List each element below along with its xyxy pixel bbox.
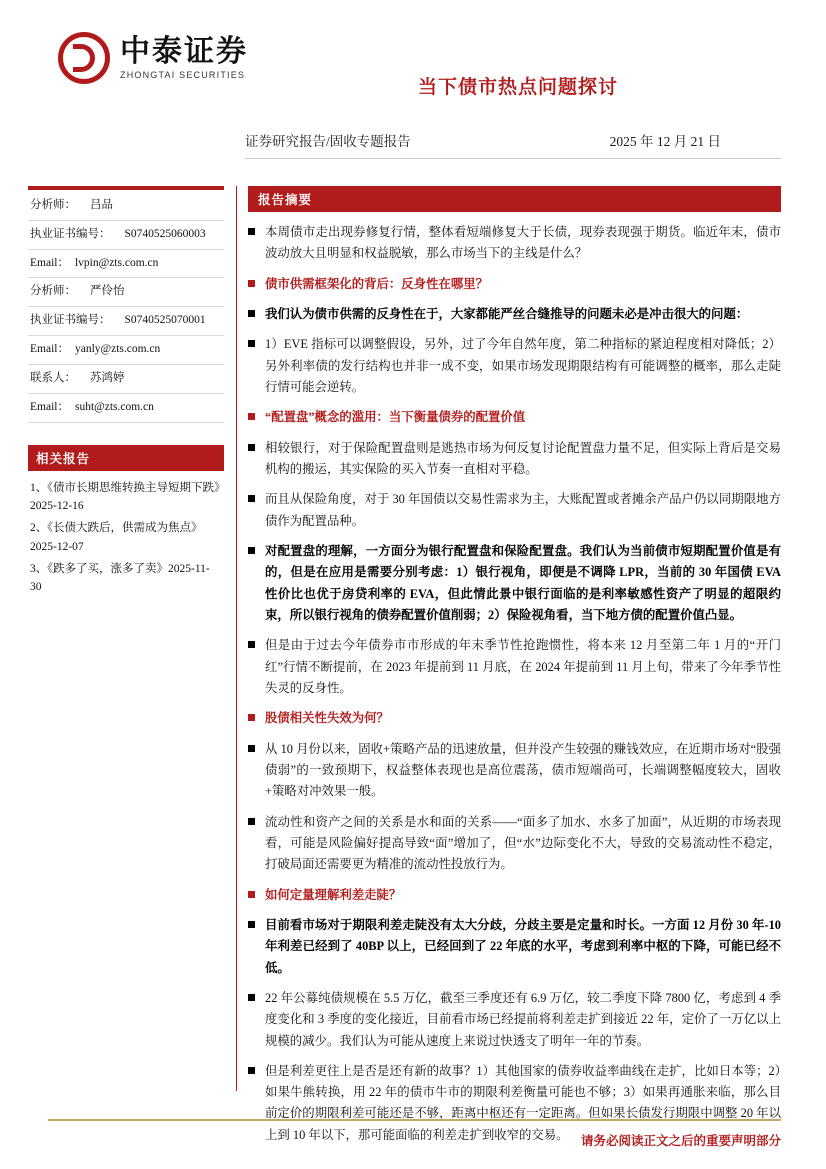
abstract-heading: 报告摘要	[248, 186, 781, 212]
bullet-text: 1）EVE 指标可以调整假设，另外，过了今年自然年度，第二种指标的紧迫程度相对降低；2）另外利率债的发行结构也并非一成不变，如果市场发现期限结构有可能调整的概率，那么走陡行情可能会逆转。	[265, 337, 781, 394]
bullet-text: “配置盘”概念的滥用：当下衡量债券的配置价值	[265, 410, 526, 425]
analyst-label: Email：	[30, 343, 69, 356]
analyst-row	[28, 307, 224, 336]
analyst-label: 分析师：	[30, 199, 76, 211]
bullet-square-icon	[248, 547, 255, 554]
list-item	[248, 222, 781, 265]
bullet-square-icon	[248, 1067, 255, 1074]
bullet-square-icon	[248, 340, 255, 347]
analyst-value: 吕品	[90, 199, 113, 211]
analyst-value: S0740525070001	[124, 314, 206, 327]
bullet-text: 我们认为债市供需的反身性在于，大家都能严丝合缝推导的问题未必是冲击很大的问题：	[265, 306, 749, 321]
bullet-square-icon	[248, 641, 255, 648]
bullet-text: 本周债市走出现券修复行情，整体看短端修复大于长债，现券表现强于期货。临近年末，债市波动放大且明显和权益脱敏，那么市场当下的主线是什么？	[265, 225, 781, 261]
bullet-square-icon	[248, 280, 255, 287]
list-item	[248, 489, 781, 532]
list-item	[248, 304, 781, 325]
bullet-text: 流动性和资产之间的关系是水和面的关系——“面多了加水、水多了加面”，从近期的市场表现看，可能是风险偏好提高导致“面”增加了，但“水”边际变化不大，导致的交易流动性不稳定，打破局面还需要更为精准的流动性投放行为。	[265, 814, 781, 872]
bullet-square-icon	[248, 891, 255, 898]
bullet-text: 22 年公募纯债规模在 5.5 万亿，截至三季度还有 6.9 万亿，较二季度下降 7800 亿，考虑到 4 季度变化和 3 季度的变化接近，目前看市场已经提前将利差走扩到接近 22 年，定价了一万亿以上规模的减少。我们认为可能从速度上来说过快透支了明年一年的节奏。	[265, 990, 781, 1048]
footer-disclaimer: 请务必阅读正文之后的重要声明部分	[580, 1134, 781, 1148]
bullet-text: 目前看市场对于期限利差走陡没有太大分歧，分歧主要是定量和时长。一方面 12 月份 30 年-10 年利差已经到了 40BP 以上，已经回到了 22 年底的水平，考虑到利率中枢的下降，可能已经不低。	[265, 917, 781, 975]
list-item	[248, 739, 781, 803]
bullet-text: 但是利差更往上是否是还有新的故事？1）其他国家的债券收益率曲线在走扩，比如日本等；2）如果牛熊转换，用 22 年的债市牛市的期限利差衡量可能也不够；3）如果再通胀来临，那么目前定价的期限利差可能还是不够，距离中枢还有一定距离。但如果长债发行期限中调整 20 年以上到 10 年以下，那可能面临的利差走扩到收窄的交易。	[265, 1063, 781, 1142]
bullet-text: 从 10 月份以来，固收+策略产品的迅速放量，但并没产生较强的赚钱效应，在近期市场对“股强债弱”的一致预期下，权益整体表现也是高位震荡，债市短端尚可，长端调整幅度较大，固收+策略对冲效果一般。	[265, 741, 781, 799]
bullet-square-icon	[248, 310, 255, 317]
page-title: 当下债市热点问题探讨	[417, 77, 618, 98]
list-item	[248, 541, 781, 626]
analyst-value: 苏鸿婷	[90, 371, 125, 384]
bullet-square-icon	[248, 444, 255, 451]
bullet-text: 对配置盘的理解，一方面分为银行配置盘和保险配置盘。我们认为当前债市短期配置价值是有的，但是在应用是需要分别考虑：1）银行视角，即便是不调降 LPR，当前的 30 年国债 EVA 性价比也优于房贷利率的 EVA，但此情此景中银行面临的是利率敏感性资产了明显的超限约束，所以银行视角的债券配置价值削弱；2）保险视角看，当下地方债的配置价值凸显。	[265, 543, 781, 622]
analyst-label: 执业证书编号：	[30, 314, 111, 327]
report-date: 2025 年 12 月 21 日	[609, 134, 721, 149]
bullet-square-icon	[248, 228, 255, 235]
list-item	[248, 915, 781, 979]
related-reports-heading: 相关报告	[28, 445, 224, 471]
bullet-square-icon	[248, 921, 255, 928]
related-reports-list	[28, 471, 224, 597]
bullet-square-icon	[248, 413, 255, 420]
bullet-square-icon	[248, 745, 255, 752]
analyst-value: yanly@zts.com.cn	[74, 343, 161, 356]
header-divider	[245, 158, 781, 159]
list-item[interactable]: 3、《跌多了买，涨多了卖》2025-11-30	[30, 563, 210, 594]
list-item	[248, 334, 781, 398]
analyst-label: 联系人：	[30, 371, 76, 384]
zhongtai-logo-icon	[58, 32, 110, 84]
bullet-text: 如何定量理解利差走陡？	[265, 887, 402, 902]
list-item	[248, 635, 781, 699]
bullet-square-icon	[248, 495, 255, 502]
analyst-row	[28, 192, 224, 221]
list-item[interactable]: 1、《债市长期思维转换主导短期下跌》2025-12-16	[30, 481, 220, 512]
bullet-text: 但是由于过去今年债券市市形成的年末季节性抢跑惯性，将本来 12 月至第二年 1 月的“开门红”行情不断提前，在 2023 年提前到 11 月底，在 2024 年提前到 11 月上旬，带来了今年季节性失灵的反身性。	[265, 638, 781, 695]
analyst-row	[28, 250, 224, 279]
analyst-value: S0740525060003	[124, 227, 206, 240]
list-item[interactable]: 2、《长债大跌后，供需成为焦点》2025-12-07	[30, 522, 203, 553]
bullet-text: 债市供需框架化的背后：反身性在哪里？	[265, 276, 489, 291]
bullet-square-icon	[248, 818, 255, 825]
brand-text	[120, 36, 248, 81]
list-item	[248, 988, 781, 1052]
bullet-text: 而且从保险角度，对于 30 年国债以交易性需求为主，大账配置或者摊余产品户仍以同期限地方债作为配置品种。	[265, 492, 781, 528]
list-item	[248, 885, 781, 906]
abstract-bullets	[248, 212, 781, 1146]
column-divider	[236, 186, 237, 1091]
main-content	[248, 186, 781, 1155]
analyst-value: lvpin@zts.com.cn	[74, 256, 159, 269]
analyst-label: Email：	[30, 400, 69, 413]
analyst-label: 执业证书编号：	[30, 227, 111, 240]
analyst-value: suht@zts.com.cn	[74, 400, 154, 413]
analyst-label: Email：	[30, 256, 69, 269]
analyst-label: 分析师：	[30, 285, 76, 298]
list-item	[248, 407, 781, 428]
analyst-value: 严伶怡	[90, 285, 125, 298]
page-header	[0, 26, 826, 106]
bullet-text: 股债相关性失效为何？	[265, 711, 389, 726]
bullet-square-icon	[248, 714, 255, 721]
analyst-row	[28, 221, 224, 250]
bullet-square-icon	[248, 994, 255, 1001]
analyst-row	[28, 278, 224, 307]
analyst-row	[28, 365, 224, 394]
brand-name-cn: 中泰证券	[120, 34, 248, 68]
list-item	[248, 274, 781, 295]
list-item	[248, 708, 781, 729]
footer-divider	[48, 1119, 781, 1121]
report-type: 证券研究报告/固收专题报告	[245, 134, 411, 149]
list-item	[248, 438, 781, 481]
analyst-row	[28, 336, 224, 365]
sidebar	[28, 186, 224, 601]
brand-logo	[58, 32, 248, 84]
analyst-list	[28, 190, 224, 423]
bullet-text: 相较银行，对于保险配置盘则是逃热市场为何反复讨论配置盘力量不足，但实际上背后是交易机构的搬运，其实保险的买入节奏一直相对平稳。	[265, 440, 781, 476]
list-item	[248, 812, 781, 876]
analyst-row	[28, 394, 224, 423]
report-meta	[245, 130, 781, 156]
brand-name-en: ZHONGTAI SECURITIES	[120, 70, 246, 81]
